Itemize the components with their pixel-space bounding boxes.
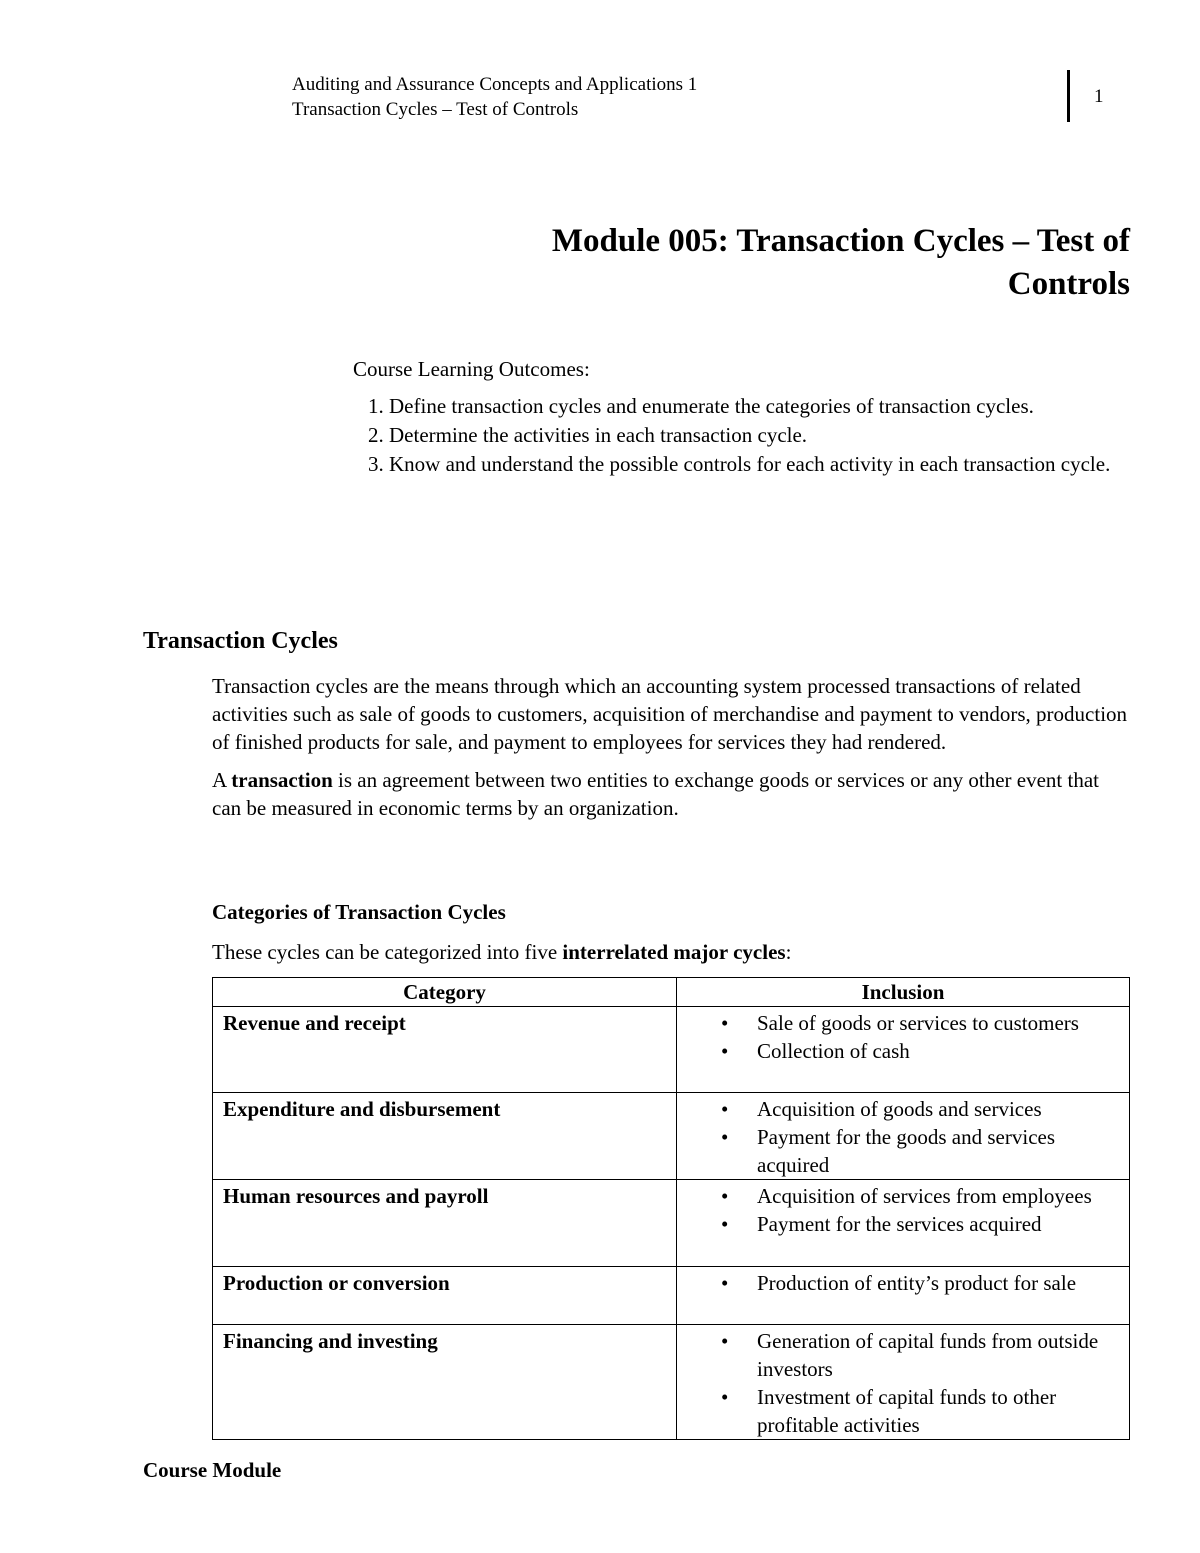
module-title-line2: Controls [1007, 266, 1130, 302]
header-topic: Transaction Cycles – Test of Controls [292, 99, 579, 120]
transaction-paragraph-rest: is an agreement between two entities to exchange goods or services or any other event that can be measured in economic terms by an organization. [212, 768, 1099, 820]
learning-outcome-item: 3. Know and understand the possible controls for each activity in each transaction cycle. [389, 451, 1113, 478]
learning-outcome-item: 2. Determine the activities in each transaction cycle. [389, 422, 1113, 449]
header-course-title: Auditing and Assurance Concepts and Applications 1 [292, 74, 698, 95]
learning-outcomes-list [353, 393, 1113, 478]
inclusion-item: • Production of entity’s product for sale [757, 1269, 1121, 1297]
inclusion-cell [677, 1267, 1130, 1325]
category-cell: Financing and investing [213, 1325, 677, 1440]
transaction-term: transaction [231, 768, 333, 792]
inclusion-item: • Generation of capital funds from outside investors [757, 1327, 1121, 1383]
inclusion-list [713, 1182, 1121, 1238]
inclusion-item: • Acquisition of services from employees [757, 1182, 1121, 1210]
transaction-paragraph [212, 766, 1132, 822]
inclusion-list [713, 1009, 1121, 1065]
category-cell: Human resources and payroll [213, 1180, 677, 1267]
categories-table [212, 977, 1130, 1440]
inclusion-item: • Collection of cash [757, 1037, 1121, 1065]
inclusion-item: • Investment of capital funds to other profitable activities [757, 1383, 1121, 1439]
learning-outcomes [353, 356, 1113, 480]
learning-outcomes-heading: Course Learning Outcomes: [353, 357, 590, 381]
inclusion-cell [677, 1180, 1130, 1267]
definition-paragraph: Transaction cycles are the means through which an accounting system processed transactions of related activities such as sale of goods to customers, acquisition of merchandise and payment to vendors, production of finished products for sale, and payment to employees for services they had rendered. [212, 674, 1128, 754]
categories-intro-prefix: These cycles can be categorized into five [212, 940, 563, 964]
footer-label: Course Module [143, 1458, 282, 1482]
category-cell: Revenue and receipt [213, 1007, 677, 1093]
inclusion-cell [677, 1007, 1130, 1093]
inclusion-cell [677, 1325, 1130, 1440]
table-row [213, 1325, 1130, 1440]
header-divider [1067, 70, 1070, 122]
categories-intro-bold: interrelated major cycles [562, 940, 786, 964]
category-cell: Expenditure and disbursement [213, 1093, 677, 1180]
categories-intro [212, 940, 791, 965]
section-title: Transaction Cycles [143, 628, 338, 654]
inclusion-list [713, 1327, 1121, 1439]
inclusion-item: • Acquisition of goods and services [757, 1095, 1121, 1123]
table-row [213, 1180, 1130, 1267]
column-header-category: Category [213, 978, 677, 1007]
inclusion-list [713, 1269, 1121, 1297]
module-title [370, 220, 1130, 306]
learning-outcome-item: 1. Define transaction cycles and enumerate the categories of transaction cycles. [389, 393, 1113, 420]
category-cell: Production or conversion [213, 1267, 677, 1325]
column-header-inclusion: Inclusion [677, 978, 1130, 1007]
inclusion-item: • Payment for the goods and services acquired [757, 1123, 1121, 1179]
inclusion-item: • Payment for the services acquired [757, 1210, 1121, 1238]
inclusion-cell [677, 1093, 1130, 1180]
table-row [213, 1093, 1130, 1180]
page-number: 1 [1094, 86, 1104, 107]
table-row [213, 1267, 1130, 1325]
inclusion-item: • Sale of goods or services to customers [757, 1009, 1121, 1037]
table-header-row [213, 978, 1130, 1007]
section-body [212, 672, 1132, 832]
table-row [213, 1007, 1130, 1093]
running-header [292, 72, 697, 122]
inclusion-list [713, 1095, 1121, 1179]
transaction-paragraph-prefix: A [212, 768, 232, 792]
categories-intro-suffix: : [785, 940, 792, 964]
categories-heading: Categories of Transaction Cycles [212, 900, 506, 924]
module-title-line1: Module 005: Transaction Cycles – Test of [551, 223, 1130, 259]
